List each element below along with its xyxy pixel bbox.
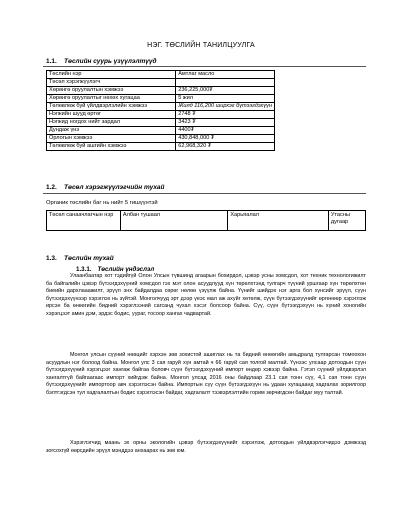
section-divider: [43, 66, 366, 67]
section-number: 1.2.: [46, 184, 57, 191]
section-title: Төсөл хэрэгжүүлэгчийн тухай: [64, 184, 165, 191]
parameter-value-cell: 430,848,000 ₮: [176, 135, 275, 143]
parameter-name-cell: Төлөвлөж буй ашгийн хэмжээ: [47, 143, 176, 151]
table-row: [47, 135, 275, 143]
table-header-cell: Албан тушаал: [120, 211, 227, 231]
section-title: Төслийн тухай: [64, 255, 114, 262]
team-size-label: Органик төслийн баг нь нийт 5 гишүүнтэй: [46, 200, 158, 206]
parameter-name-cell: Төсөл хэрэгжүүлэгч: [47, 79, 176, 87]
document-title: НЭГ. ТӨСЛИЙН ТАНИЛЦУУЛГА: [147, 42, 255, 49]
table-row: [47, 79, 275, 87]
paragraph-2: Монгол улсын сүүний нөөцийг хэрхэн зөв зохистой ашиглах нь та бидний өнөөгийн амьдралд тулгарсан томоохон асуудлын нэг болоод байна. Монгол улс 3 сая гаруй хүн амтай ч 66 гаруй сая толгой малтай. Үүнээс улсаар дотоодын сүүн бүтээгдэхүүний хэрэгцээг хангаж байгаа боловч сүүн бүтээгдэхүүний импорт өндөр хэвээр байна. Гэтэл сүүний үйлдвэрлэл хангалтгүй байгаагаас импорт хийгдэж байна. Монгол улсад 2016 оны байдлаар 23.1 сая тонн сүү, 4,1 сая тонн сүүн бүтээгдэхүүнийг импортоор авч хэрэглэсэн байна. Импортын сүү сүүн бүтээгдэхүүн нь удаан хугацаанд хадгалах зорилгоор бэлтгэгдсэн тул хадгалалтын бодис хэрэглэсэн байдаг, хадгалалт тээвэрлэлтийн горим зөрчигдсөн байдаг муу талтай.: [46, 352, 366, 396]
subsection-1-3-1-heading: [76, 266, 154, 273]
table-row: [47, 119, 275, 127]
parameter-value-cell: Амтлаг масло: [176, 71, 275, 79]
parameter-value-cell: [176, 79, 275, 87]
implementer-table: [46, 210, 366, 231]
parameter-name-cell: Орлогын хэмжээ: [47, 135, 176, 143]
parameter-value-cell: 2748 ₮: [176, 111, 275, 119]
section-number: 1.3.: [46, 255, 57, 262]
section-number: 1.1.: [46, 58, 57, 65]
parameter-value-cell: Жилд 116,200 ширхэг бүтээгдэхүүн: [176, 103, 275, 111]
table-row: [47, 103, 275, 111]
parameter-value-cell: 236,225,000₮: [176, 87, 275, 95]
section-divider: [43, 193, 366, 194]
parameter-value-cell: 3423 ₮: [176, 119, 275, 127]
table-row: [47, 143, 275, 151]
subsection-number: 1.3.1.: [76, 266, 92, 273]
project-parameters-table: [46, 70, 275, 151]
parameter-name-cell: Төлөвлөж буй үйлдвэрлэлийн хэмжээ: [47, 103, 176, 111]
paragraph-3: Хэрэглэгчид маань эх орны экологийн цэвэр бүтээгдэхүүнийг хэрэглэж, дотоодын үйлдвэрлэгчидээ дэмжээд зогсохгүй өөрсдийн эрүүл мэнддээ анхаарах нь зөв юм.: [46, 440, 366, 454]
parameter-value-cell: 4400₮: [176, 127, 275, 135]
table-row: [47, 127, 275, 135]
paragraph-1: Улаанбаатар хот тэдийгүй Олон Улсын түвшинд агаарын бохирдол, цэвэр усны хомсдол, хот техник технологижилт ба байгалийн цэвэр бүтээгдэхүүний хомсдол гэх мэт олон асуудлууд хүн төрөлхтэнд тулгарч түүний уршгаар хүн төрөлхтөн биеийн дархлааажилт, эрүүл энх байдалдаа сөрөг нөлөө үзүүлж байна. Үүнийг шийдэх нэг арга бол хүнсийг эрүүл, сүүн бүтээгдэхүүнээр хэрэглэх нь зүйтэй. Монголчууд эрт дээр үеэс мал аж ахуйг хөтөлж, сүүн бүтээгдэхүүнийг өргөнөөр хэрэглэж ирсэн ба өнөөгийн бидний хэрэглээний сагсанд чухал хэсэг болсоор байна. Сүү, сүүн бүтээгдэхүүн нь хүний хоногийн хэрэгцээт амин дэм, эрдэс бодис, уураг, тосоор хангах чадвартай.: [46, 273, 366, 317]
parameter-name-cell: Төслийн нэр: [47, 71, 176, 79]
parameter-name-cell: Дундаж үнэ: [47, 127, 176, 135]
parameter-value-cell: 5 жил: [176, 95, 275, 103]
subsection-title: Төслийн үндэслэл: [97, 266, 155, 273]
table-row: [47, 111, 275, 119]
table-row: [47, 95, 275, 103]
parameter-name-cell: Нэгжид ногдох нийт зардал: [47, 119, 176, 127]
table-row: [47, 71, 275, 79]
table-header-cell: Утасны дугаар: [328, 211, 365, 231]
table-header-cell: Харьяалал: [228, 211, 329, 231]
parameter-name-cell: Хөрөнгө оруулалтыг нөхөх хугацаа: [47, 95, 176, 103]
table-header-row: [47, 211, 366, 231]
table-header-cell: Төсөл санаачлагчын нэр: [47, 211, 121, 231]
parameter-value-cell: 62,968,320 ₮: [176, 143, 275, 151]
parameter-name-cell: Хөрөнгө оруулалтын хэмжээ: [47, 87, 176, 95]
table-row: [47, 87, 275, 95]
section-title: Төслийн суурь үзүүлэлтүүд: [64, 58, 157, 65]
parameter-name-cell: Нэгжийн шууд өртөг: [47, 111, 176, 119]
